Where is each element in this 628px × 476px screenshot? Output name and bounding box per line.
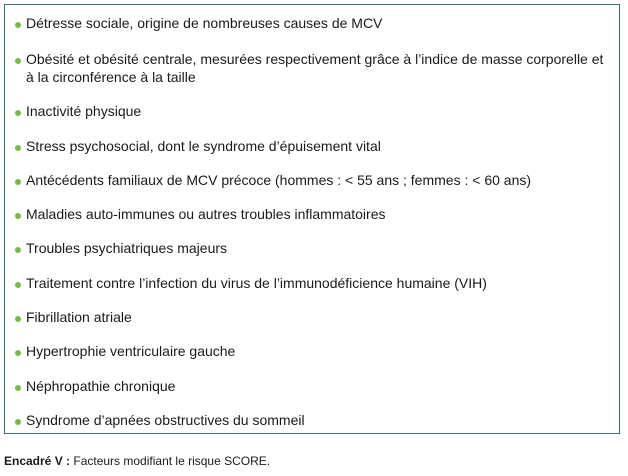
list-item <box>15 308 609 326</box>
bullet-dot-icon <box>15 179 21 185</box>
list-item <box>15 411 609 429</box>
list-item-text: Inactivité physique <box>26 103 142 119</box>
bullet-dot-icon <box>15 213 21 219</box>
bullet-dot-icon <box>15 247 21 253</box>
list-item <box>15 171 609 189</box>
bullet-dot-icon <box>15 350 21 356</box>
list-item-text: Stress psychosocial, dont le syndrome d’épuisement vital <box>26 138 381 154</box>
bullet-dot-icon <box>15 58 21 64</box>
bullet-dot-icon <box>15 282 21 288</box>
risk-factors-box <box>4 4 620 434</box>
bullet-dot-icon <box>15 419 21 425</box>
list-item <box>15 14 609 32</box>
list-item-text: Détresse sociale, origine de nombreuses causes de MCV <box>26 15 383 31</box>
list-item-text: Syndrome d’apnées obstructives du sommeil <box>26 412 305 428</box>
list-item <box>15 377 609 395</box>
list-item-text: Antécédents familiaux de MCV précoce (hommes : < 55 ans ; femmes : < 60 ans) <box>26 172 532 188</box>
bullet-dot-icon <box>15 385 21 391</box>
list-item-text: Obésité et obésité centrale, mesurées respectivement grâce à l’indice de masse corporelle et à la circonférence à la taille <box>26 51 604 85</box>
bullet-dot-icon <box>15 316 21 322</box>
bullet-dot-icon <box>15 145 21 151</box>
list-item-text: Hypertrophie ventriculaire gauche <box>26 343 236 359</box>
list-item <box>15 50 609 86</box>
bullet-dot-icon <box>15 110 21 116</box>
list-item <box>15 102 609 120</box>
list-item-text: Troubles psychiatriques majeurs <box>26 240 228 256</box>
list-item-text: Maladies auto-immunes ou autres troubles inflammatoires <box>26 206 386 222</box>
list-item <box>15 342 609 360</box>
list-item-text: Néphropathie chronique <box>26 378 176 394</box>
list-item <box>15 205 609 223</box>
list-item <box>15 274 609 292</box>
caption-label: Encadré V : <box>4 454 71 468</box>
list-item <box>15 137 609 155</box>
bullet-dot-icon <box>15 22 21 28</box>
list-item-text: Fibrillation atriale <box>26 309 132 325</box>
caption-text: Facteurs modifiant le risque SCORE. <box>70 454 271 468</box>
box-caption <box>4 453 270 469</box>
list-item-text: Traitement contre l’infection du virus de l’immunodéficience humaine (VIH) <box>26 275 487 291</box>
list-item <box>15 239 609 257</box>
